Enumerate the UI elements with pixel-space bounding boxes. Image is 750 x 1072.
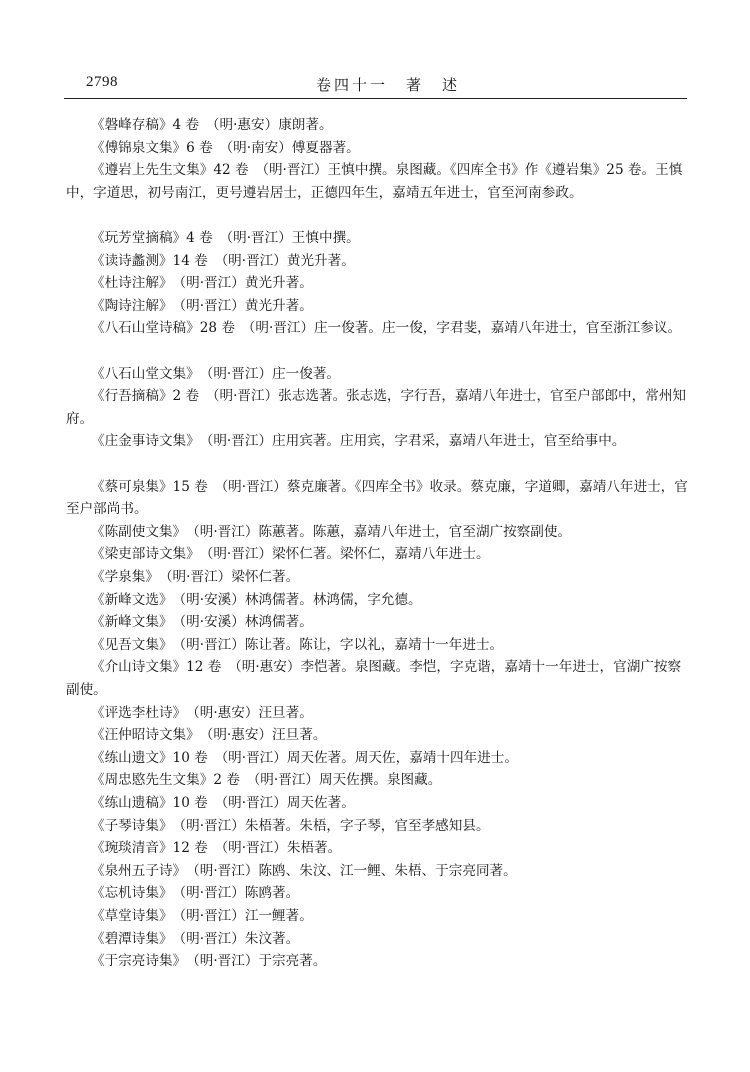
entry-paragraph: 《蔡可泉集》15 卷 （明·晋江）蔡克廉著。《四库全书》收录。蔡克廉，字道卿，嘉靖八年进士，官至户部尚书。 — [66, 478, 688, 518]
entry-paragraph: 《庄金事诗文集》 （明·晋江）庄用宾著。庄用宾，字君采，嘉靖八年进士，官至给事中。 — [91, 433, 626, 450]
page-number: 2798 — [86, 74, 118, 90]
entry-paragraph: 《陶诗注解》 （明·晋江）黄光升著。 — [91, 297, 313, 314]
entry-paragraph: 《玩芳堂摘稿》4 卷 （明·晋江）王慎中撰。 — [91, 230, 360, 246]
entry-paragraph: 《八石山堂诗稿》28 卷 （明·晋江）庄一俊著。庄一俊，字君斐，嘉靖八年进士，官至浙江参议。 — [91, 320, 682, 337]
entry-paragraph: 《于宗亮诗集》 （明·晋江）于宗亮著。 — [91, 953, 327, 970]
entry-paragraph: 《新峰文集》 （明·安溪）林鸿儒著。 — [91, 614, 313, 631]
entry-paragraph: 《读诗蠡测》14 卷 （明·晋江）黄光升著。 — [91, 252, 355, 269]
entry-paragraph: 《梁吏部诗文集》 （明·晋江）梁怀仁著。梁怀仁，嘉靖八年进士。 — [91, 546, 490, 563]
entry-paragraph: 《忘机诗集》 （明·晋江）陈鸥著。 — [91, 885, 300, 902]
entry-paragraph: 《傅锦泉文集》6 卷 （明·南安）傅夏器著。 — [91, 139, 360, 156]
entry-paragraph: 《评选李杜诗》 （明·惠安）汪旦著。 — [91, 704, 313, 721]
entry-paragraph: 《练山遗稿》10 卷 （明·晋江）周天佐著。 — [91, 795, 355, 811]
entry-paragraph: 《汪仲昭诗文集》 （明·惠安）汪旦著。 — [91, 727, 327, 744]
entry-paragraph: 《新峰文选》 （明·安溪）林鸿儒著。林鸿儒，字允德。 — [91, 591, 422, 608]
entry-paragraph: 《碧潭诗集》 （明·晋江）朱汶著。 — [91, 930, 300, 947]
entry-paragraph: 《草堂诗集》 （明·晋江）江一鲤著。 — [91, 908, 313, 924]
entry-paragraph: 《子琴诗集》 （明·晋江）朱梧著。朱梧，字子琴，官至孝感知县。 — [91, 817, 490, 834]
entry-paragraph: 《遵岩上先生文集》42 卷 （明·晋江）王慎中撰。泉图藏。《四库全书》作《遵岩集》25 卷。王慎中，字道思，初号南江，更号遵岩居士，正德四年生，嘉靖五年进士，官至河南参政。 — [66, 162, 683, 201]
entry-paragraph: 《练山遗文》10 卷 （明·晋江）周天佐著。周天佐，嘉靖十四年进士。 — [91, 749, 518, 766]
entry-paragraph: 《介山诗文集》12 卷 （明·惠安）李恺著。泉图藏。李恺，字克谐，嘉靖十一年进士，官湖广按察副使。 — [66, 659, 682, 698]
entry-paragraph: 《行吾摘稿》2 卷 （明·晋江）张志选著。张志选，字行吾，嘉靖八年进士，官至户部郎中，常州知府。 — [66, 388, 687, 427]
header-rule — [64, 98, 687, 99]
entry-paragraph: 《琬琰清音》12 卷 （明·晋江）朱梧著。 — [91, 840, 342, 857]
entry-paragraph: 《杜诗注解》 （明·晋江）黄光升著。 — [91, 275, 313, 292]
entry-paragraph: 《八石山堂文集》 （明·晋江）庄一俊著。 — [91, 365, 341, 382]
entry-paragraph: 《泉州五子诗》 （明·晋江）陈鸥、朱汶、江一鲤、朱梧、于宗亮同著。 — [91, 862, 517, 879]
entry-paragraph: 《见吾文集》 （明·晋江）陈让著。陈让，字以礼，嘉靖十一年进士。 — [91, 636, 504, 653]
running-title: 卷四十一 著 述 — [316, 76, 461, 94]
page-header — [0, 0, 750, 110]
entry-paragraph: 《磐峰存稿》4 卷 （明·惠安）康朗著。 — [91, 117, 333, 133]
entry-paragraph: 《周忠愍先生文集》2 卷 （明·晋江）周天佐撰。泉图藏。 — [91, 772, 442, 789]
entry-paragraph: 《陈副使文集》 （明·晋江）陈蕙著。陈蕙，嘉靖八年进士，官至湖广按察副使。 — [91, 523, 572, 540]
entry-paragraph: 《学泉集》 （明·晋江）梁怀仁著。 — [91, 569, 300, 585]
